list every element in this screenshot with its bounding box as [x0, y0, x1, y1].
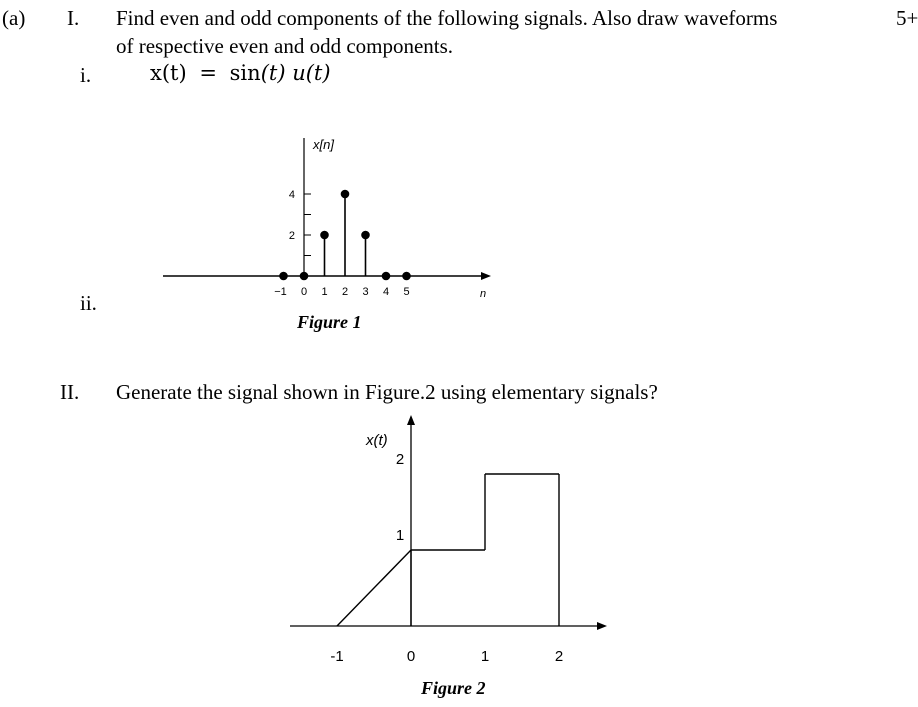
fig1-stem-dot	[382, 272, 391, 281]
fig1-xlabel: n	[480, 288, 487, 300]
sub1-text-line1: Find even and odd components of the following signals. Also draw waveforms	[116, 6, 778, 30]
fig1-stem-dot	[361, 231, 370, 240]
fig1-xtick-label: 4	[382, 286, 390, 298]
fig2-xtick-label: 2	[554, 648, 564, 665]
fig1-stem-dot	[320, 231, 329, 240]
marks-label: 5+	[896, 6, 918, 30]
equation-i	[150, 63, 331, 84]
fig2-ytick-label: 1	[395, 527, 405, 544]
fig2-ytick-label: 2	[395, 451, 405, 468]
fig2-ylabel: x(t)	[366, 432, 388, 449]
fig1-xtick-label: 5	[403, 286, 410, 298]
item-ii-label: ii.	[80, 291, 97, 315]
sub1-label: I.	[67, 6, 80, 30]
fig1-xtick-label: 1	[321, 286, 328, 298]
fig1-stem-dot	[279, 272, 288, 281]
fig1-ylabel: x[n]	[313, 137, 334, 152]
sub2-label: II.	[60, 380, 80, 404]
equation-arg-b: (t)	[305, 61, 331, 85]
fig1-xtick-label: 2	[341, 286, 349, 298]
figure2-caption: Figure 2	[421, 678, 486, 698]
equation-u: u	[292, 61, 306, 85]
item-i-label: i.	[80, 63, 92, 87]
equation-lhs: x(t)	[150, 61, 187, 85]
fig1-xtick-label: 0	[300, 286, 308, 298]
fig1-stem-dot	[300, 272, 309, 281]
fig2-x-arrowhead	[597, 622, 607, 630]
fig1-xtick-label: 3	[362, 286, 369, 298]
sub1-text-line2: of respective even and odd components.	[116, 34, 454, 58]
figure1-caption: Figure 1	[297, 312, 362, 332]
fig1-xtick-label: −1	[274, 286, 287, 298]
equation-arg-a: (t)	[260, 61, 286, 85]
fig2-xtick-label: 0	[406, 648, 416, 665]
fig2-signal-segment	[337, 550, 411, 626]
fig1-ytick-label: 4	[288, 189, 295, 201]
sub2-text: Generate the signal shown in Figure.2 using elementary signals?	[116, 380, 658, 404]
part-label: (a)	[2, 6, 26, 30]
fig1-stem-dot	[341, 190, 350, 199]
fig1-ytick-label: 2	[288, 230, 295, 242]
fig2-xtick-label: 1	[480, 648, 490, 665]
fig2-xtick-label: -1	[330, 648, 344, 665]
fig1-x-arrowhead	[481, 272, 491, 280]
equation-equals: =	[199, 61, 217, 85]
fig2-y-arrowhead	[407, 415, 415, 425]
fig1-stem-dot	[402, 272, 411, 281]
equation-func: sin	[229, 61, 261, 85]
